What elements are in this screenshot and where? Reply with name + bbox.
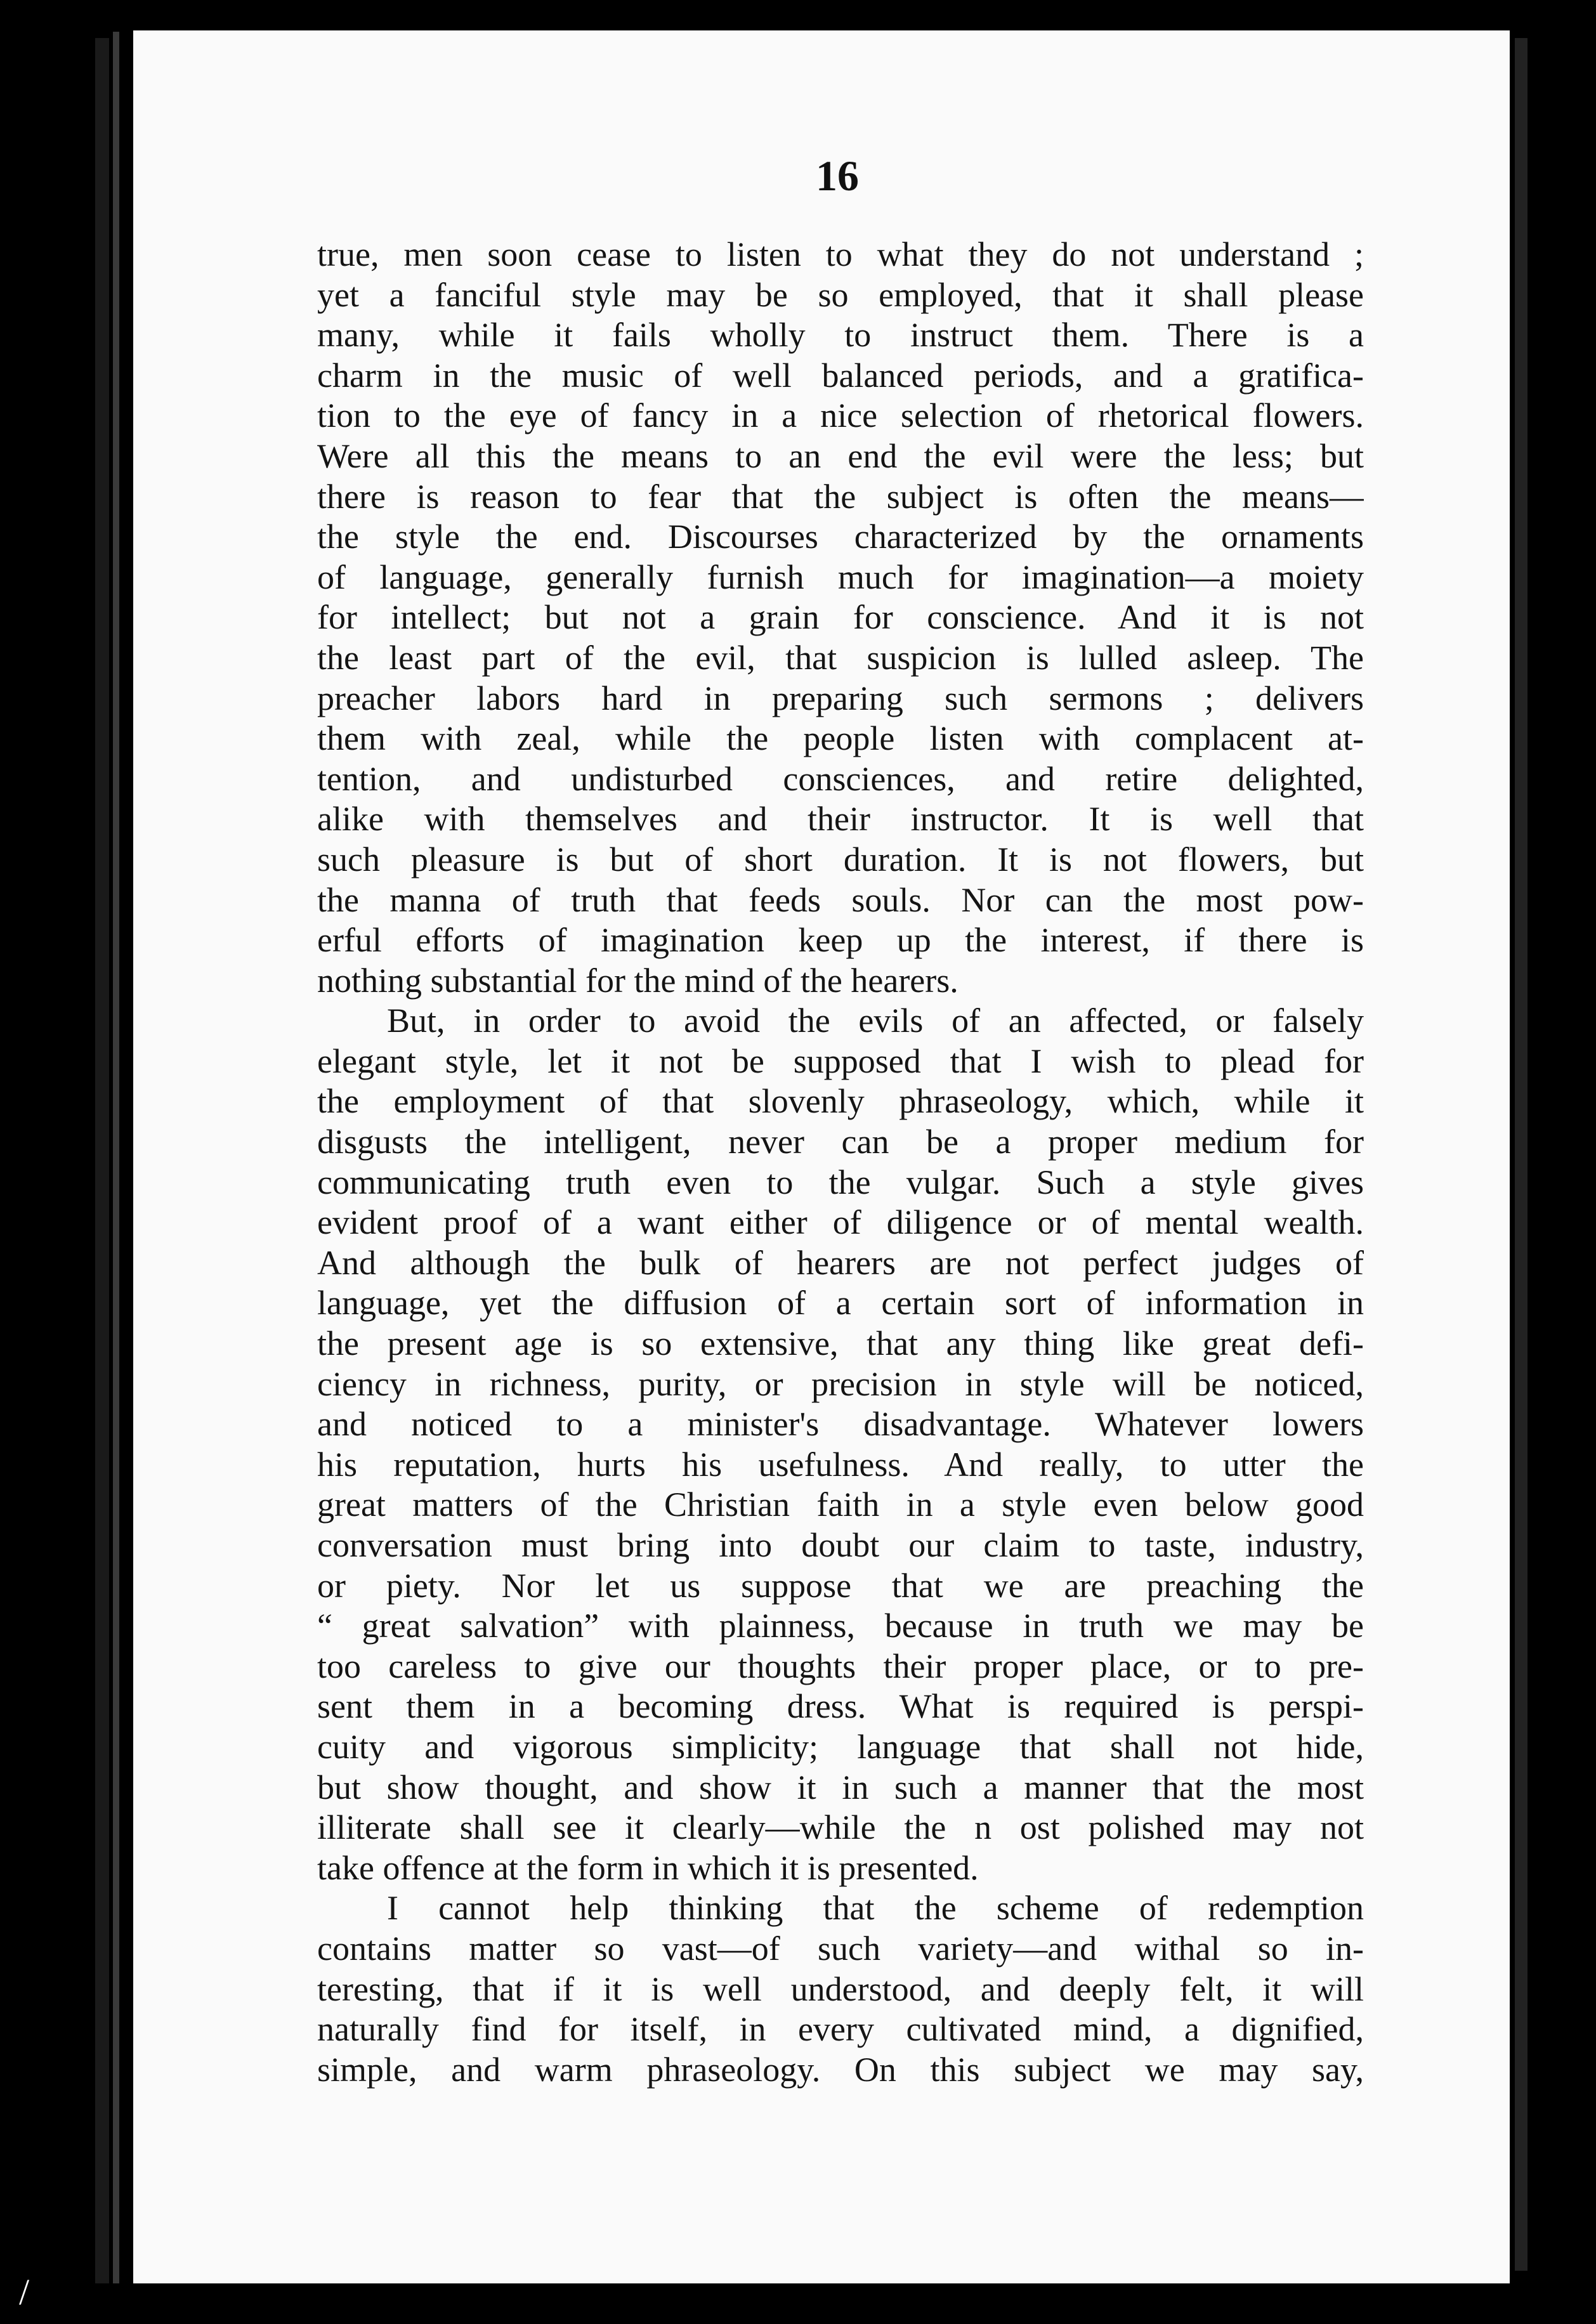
margin-slash-mark: /	[19, 2271, 30, 2313]
text-line: I cannot help thinking that the scheme of redemption	[387, 1889, 1364, 1928]
text-line: for intellect; but not a grain for conscience. And it is not	[317, 598, 1364, 637]
text-line: language, yet the diffusion of a certain sort of information in	[317, 1284, 1364, 1322]
text-line: alike with themselves and their instructor. It is well that	[317, 800, 1364, 839]
text-line: preacher labors hard in preparing such sermons ; delivers	[317, 679, 1364, 717]
facing-page-edge	[1515, 38, 1527, 2271]
text-line: but show thought, and show it in such a manner that the most	[317, 1768, 1364, 1806]
text-line: of language, generally furnish much for imagination—a moiety	[317, 558, 1364, 596]
text-line: “ great salvation” with plainness, because in truth we may be	[317, 1607, 1364, 1645]
text-line: simple, and warm phraseology. On this subject we may say,	[317, 2050, 1364, 2089]
text-line: sent them in a becoming dress. What is required is perspi-	[317, 1687, 1364, 1726]
text-line: the employment of that slovenly phraseology, which, while it	[317, 1082, 1364, 1121]
text-line: illiterate shall see it clearly—while the n ost polished may not	[317, 1808, 1364, 1847]
text-line: elegant style, let it not be supposed that I wish to plead for	[317, 1041, 1364, 1080]
text-line: erful efforts of imagination keep up the interest, if there is	[317, 921, 1364, 960]
text-line: the style the end. Discourses characterized by the ornaments	[317, 518, 1364, 556]
scan-border-top	[0, 0, 1596, 30]
paragraph-1	[317, 235, 1364, 1001]
text-line: teresting, that if it is well understood, and deeply felt, it will	[317, 1969, 1364, 2008]
text-line: them with zeal, while the people listen with complacent at-	[317, 719, 1364, 758]
text-line: disgusts the intelligent, never can be a proper medium for	[317, 1123, 1364, 1161]
text-line: And although the bulk of hearers are not perfect judges of	[317, 1243, 1364, 1282]
text-line: there is reason to fear that the subject is often the means—	[317, 477, 1364, 516]
text-line: ciency in richness, purity, or precision in style will be noticed,	[317, 1364, 1364, 1403]
text-line: the least part of the evil, that suspicion is lulled asleep. The	[317, 638, 1364, 677]
text-line: communicating truth even to the vulgar. Such a style gives	[317, 1163, 1364, 1201]
text-line: many, while it fails wholly to instruct them. There is a	[317, 316, 1364, 355]
text-line: such pleasure is but of short duration. It is not flowers, but	[317, 840, 1364, 878]
text-line: cuity and vigorous simplicity; language that shall not hide,	[317, 1727, 1364, 1766]
text-line: nothing substantial for the mind of the hearers.	[317, 961, 958, 1000]
body-text	[317, 235, 1364, 2090]
text-line: conversation must bring into doubt our claim to taste, industry,	[317, 1526, 1364, 1564]
paragraph-2	[317, 1001, 1364, 1888]
text-line: contains matter so vast—of such variety—and withal so in-	[317, 1929, 1364, 1968]
text-line: naturally find for itself, in every cultivated mind, a dignified,	[317, 2010, 1364, 2049]
text-line: great matters of the Christian faith in a style even below good	[317, 1485, 1364, 1524]
paragraph-3	[317, 1888, 1364, 2090]
binding-edge-line-inner	[113, 32, 119, 2290]
text-line: true, men soon cease to listen to what they do not understand ;	[317, 235, 1364, 273]
text-line: tion to the eye of fancy in a nice selection of rhetorical flowers.	[317, 396, 1364, 435]
text-line: his reputation, hurts his usefulness. And really, to utter the	[317, 1445, 1364, 1484]
text-line: Were all this the means to an end the evil were the less; but	[317, 436, 1364, 475]
text-line: the present age is so extensive, that any thing like great defi-	[317, 1324, 1364, 1363]
text-line: charm in the music of well balanced periods, and a gratifica-	[317, 356, 1364, 395]
text-line: tention, and undisturbed consciences, and retire delighted,	[317, 759, 1364, 798]
text-line: the manna of truth that feeds souls. Nor can the most pow-	[317, 880, 1364, 919]
text-line: take offence at the form in which it is presented.	[317, 1848, 979, 1887]
text-line: and noticed to a minister's disadvantage. Whatever lowers	[317, 1405, 1364, 1444]
text-line: or piety. Nor let us suppose that we are preaching the	[317, 1566, 1364, 1605]
text-line: yet a fanciful style may be so employed, that it shall please	[317, 275, 1364, 314]
text-line: But, in order to avoid the evils of an affected, or falsely	[387, 1002, 1364, 1040]
page-number: 16	[816, 152, 859, 200]
binding-edge-line	[95, 38, 109, 2283]
text-line: evident proof of a want either of diligence or of mental wealth.	[317, 1203, 1364, 1242]
text-line: too careless to give our thoughts their proper place, or to pre-	[317, 1647, 1364, 1685]
scan-border-bottom	[0, 2283, 1596, 2324]
